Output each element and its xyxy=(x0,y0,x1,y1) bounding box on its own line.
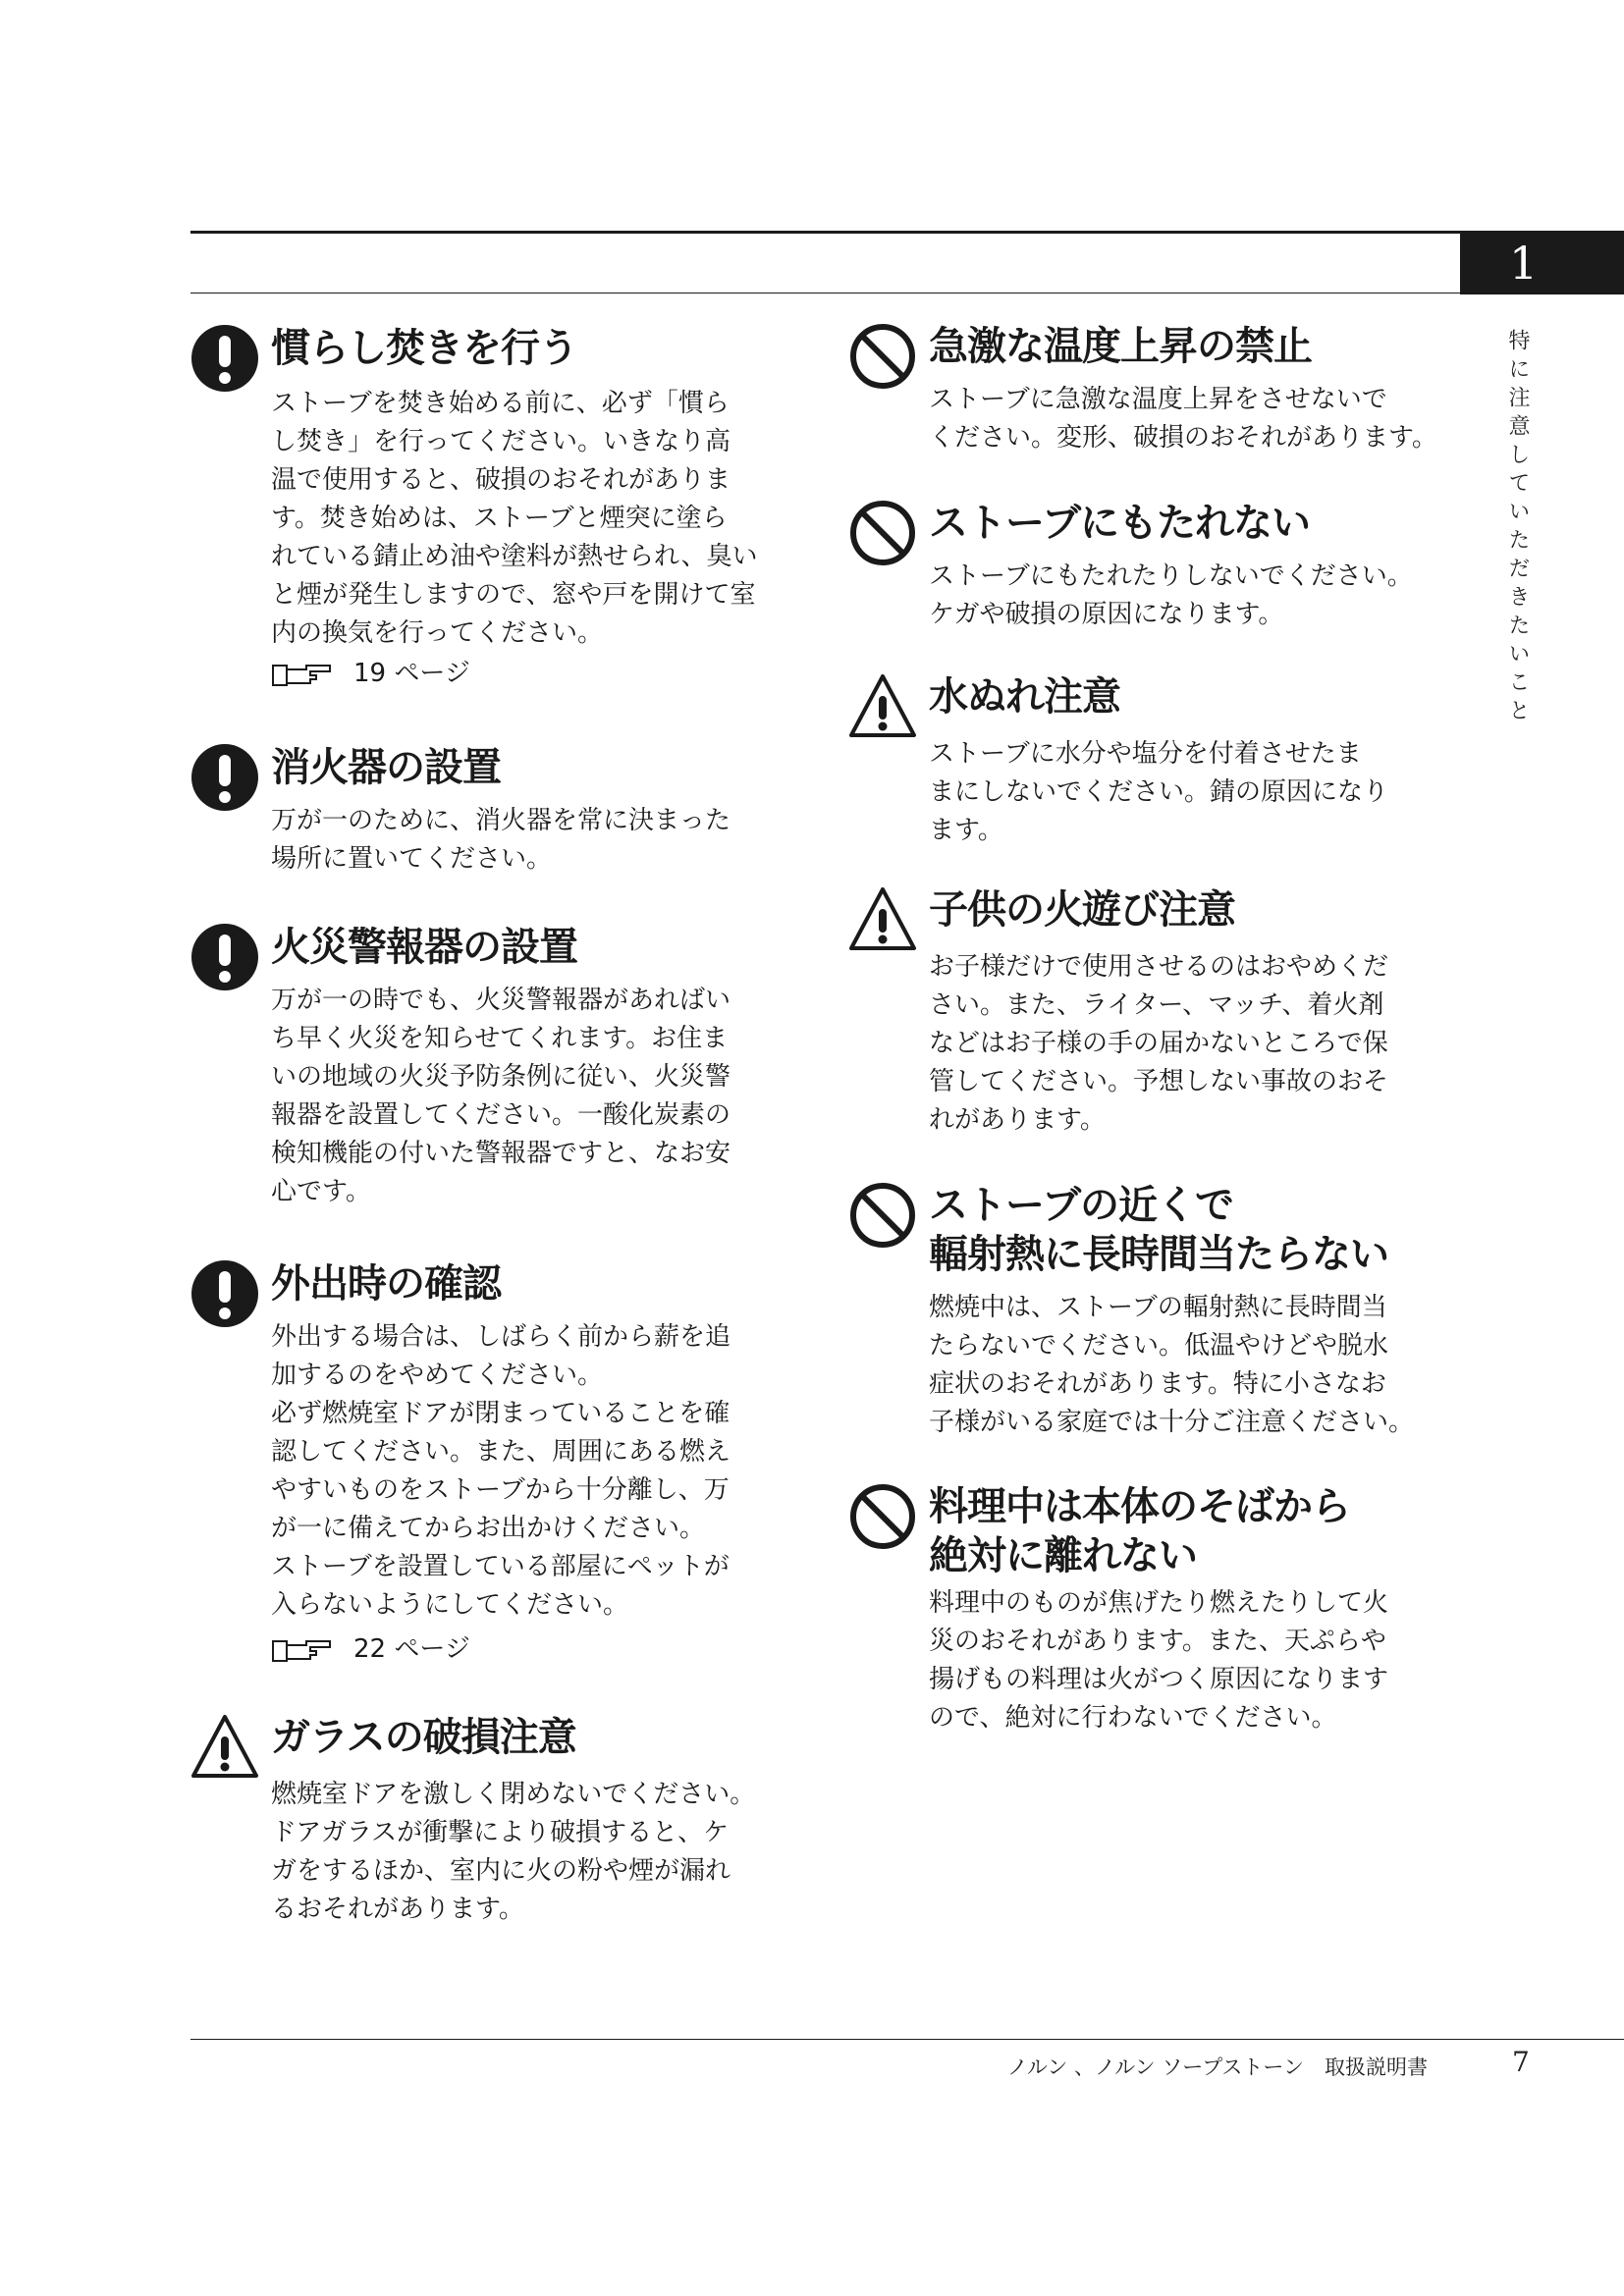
section-body: ストーブを焚き始める前に、必ず「慣ら し焚き」を行ってください。いきなり高 温で使用すると、破損のおそれがありま す。焚き始めは、ストーブと煙突に塗ら れている錆止め油や塗料が熱せられ、臭い と煙が発生しますので、窓や戸を開けて室 内の換気を行ってください。 19 ページ xyxy=(271,385,758,693)
section-title: 火災警報器の設置 xyxy=(271,925,577,970)
page-reference[interactable]: 22 ページ xyxy=(271,1630,731,1669)
section-body: 万が一の時でも、火災警報器があればい ち早く火災を知らせてくれます。お住ま いの地域の火災予防条例に従い、火災警 報器を設置してください。一酸化炭素の 検知機能の付いた警報器ですと、なお安 心です。 xyxy=(271,986,731,1206)
exclamation-icon xyxy=(190,324,259,393)
section-title: ストーブにもたれない xyxy=(929,501,1310,546)
exclamation-icon xyxy=(190,1259,259,1328)
section-body: お子様だけで使用させるのはおやめくだ さい。また、ライター、マッチ、着火剤 などはお子様の手の届かないところで保 管してください。予想しない事故のおそ れがあります。 xyxy=(929,952,1389,1135)
section-title: ガラスの破損注意 xyxy=(271,1715,576,1760)
header-subrule xyxy=(190,293,1624,294)
section-body: ストーブに急激な温度上昇をさせないで ください。変形、破損のおそれがあります。 xyxy=(929,385,1437,453)
section-body: ストーブにもたれたりしないでください。 ケガや破損の原因になります。 xyxy=(929,561,1413,629)
page-reference[interactable]: 19 ページ xyxy=(271,655,758,693)
section-title: 急激な温度上昇の禁止 xyxy=(929,324,1312,369)
section-body: 燃焼室ドアを激しく閉めないでください。 ドアガラスが衝撃により破損すると、ケ ガをするほか、室内に火の粉や煙が漏れ るおそれがあります。 xyxy=(271,1780,756,1924)
warning-triangle-icon xyxy=(848,885,917,954)
warning-triangle-icon xyxy=(848,672,917,741)
section-title: 子供の火遊び注意 xyxy=(929,887,1235,933)
section-title: 消火器の設置 xyxy=(271,745,501,790)
section-body: ストーブに水分や塩分を付着させたま まにしないでください。錆の原因になり ます。 xyxy=(929,739,1389,845)
page-number: 7 xyxy=(1512,2046,1530,2078)
section-body: 万が一のために、消火器を常に決まった 場所に置いてください。 xyxy=(271,806,731,874)
chapter-number-tab: 1 xyxy=(1460,232,1624,294)
section-body: 料理中のものが焦げたり燃えたりして火 災のおそれがあります。また、天ぷらや 揚げもの料理は火がつく原因になります ので、絶対に行わないでください。 xyxy=(929,1588,1389,1733)
section-title: 慣らし焚きを行う xyxy=(271,326,577,371)
pointing-hand-icon xyxy=(271,1635,334,1665)
exclamation-icon xyxy=(190,743,259,812)
warning-triangle-icon xyxy=(190,1713,259,1782)
pointing-hand-icon xyxy=(271,660,334,689)
footer-manual-title: ノルン 、ノルン ソープストーン 取扱説明書 xyxy=(1006,2056,1428,2079)
header-rule xyxy=(190,231,1624,234)
section-body: 燃焼中は、ストーブの輻射熱に長時間当 たらないでください。低温やけどや脱水 症状のおそれがあります。特に小さなお 子様がいる家庭では十分ご注意ください。 xyxy=(929,1293,1415,1437)
prohibition-icon xyxy=(848,1181,917,1250)
section-body: 外出する場合は、しばらく前から薪を追 加するのをやめてください。 必ず燃焼室ドアが閉まっていることを確 認してください。また、周囲にある燃え やすいものをストーブから十分離し、万 が一に備えてからお出かけください。 ストーブを設置している部屋にペットが 入らないようにしてください。 22 ページ xyxy=(271,1318,731,1669)
prohibition-icon xyxy=(848,322,917,391)
section-title: ストーブの近くで 輻射熱に長時間当たらない xyxy=(929,1183,1388,1277)
exclamation-icon xyxy=(190,923,259,991)
prohibition-icon xyxy=(848,499,917,567)
prohibition-icon xyxy=(848,1482,917,1551)
section-title: 水ぬれ注意 xyxy=(929,674,1120,720)
section-title: 料理中は本体のそばから 絶対に離れない xyxy=(929,1484,1350,1578)
section-title: 外出時の確認 xyxy=(271,1261,501,1307)
footer-rule xyxy=(190,2039,1624,2040)
chapter-vertical-title: 特に注意していただきたいこと xyxy=(1505,329,1530,727)
